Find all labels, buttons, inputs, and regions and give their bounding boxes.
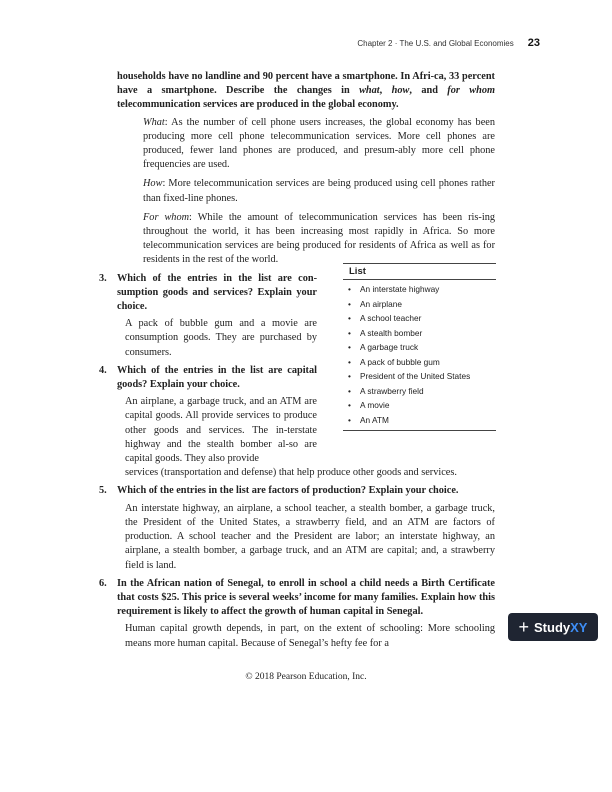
badge-label-xy: XY bbox=[570, 619, 588, 635]
plus-icon: + bbox=[518, 616, 530, 637]
list-item: • A pack of bubble gum bbox=[348, 356, 440, 367]
answer-4-part1: An airplane, a garbage truck, and an ATM are capital goods. All provide services to produce other goods and services. The in-terstate highway and the stealth bomber al-so are capital goods. They also provide bbox=[125, 396, 317, 465]
list-item: • President of the United States bbox=[348, 371, 471, 382]
badge-label-study: Study bbox=[534, 619, 571, 635]
question-5-text: Which of the entries in the list are factors of production? Explain your choice. bbox=[117, 485, 459, 497]
running-title: Chapter 2 · The U.S. and Global Economies bbox=[357, 39, 514, 48]
answer-4-part2: services (transportation and defense) that help produce other goods and services. bbox=[125, 467, 457, 479]
list-item: • A strawberry field bbox=[348, 385, 424, 396]
list-item: • A school teacher bbox=[348, 313, 422, 324]
question-6: 6. In the African nation of Senegal, to enroll in school a child needs a Birth Certificate that costs $25. This price is several weeks’ income for many families. Explain how this requirement is likely to affect the growth of human capital in Senegal. Human capital growth depends, in part, on the extent of schooling: More schooling means more human capital. Because of Senegal’s hefty fee for a bbox=[117, 577, 495, 651]
running-header bbox=[357, 37, 540, 49]
question-5: 5. Which of the entries in the list are factors of production? Explain your choice. An interstate highway, an airplane, a school teacher, a stealth bomber, a garbage truck, the President of the United States, a strawberry field, and an ATM are factors of production. A school teacher and the President are labor; an interstate highway, an airplane, a stealth bomber, a garbage truck, and an ATM are capital; and, a strawberry field is land. bbox=[117, 484, 495, 572]
question-2-tail: households have no landline and 90 percent have a smartphone. In Afri-ca, 33 percent have a smartphone. Describe the changes in what, how, and for whom telecommunication services are produced in the global economy. bbox=[117, 71, 496, 111]
list-item: • An airplane bbox=[348, 298, 402, 309]
question-4: 4. Which of the entries in the list are capital goods? Explain your choice. An airplane, a garbage truck, and an ATM are capital goods. All provide services to produce other goods and services. The in-terstate highway and the stealth bomber al-so are capital goods. They also provide services (transportation and defense) that help produce other goods and services. bbox=[117, 364, 495, 481]
answer-what: What: As the number of cell phone users increases, the global economy has been producing more cell phone telecommunication services. More cell phones are produced, fewer land phones are produced, and presum-ably more cell phone frequencies are used. bbox=[143, 116, 495, 171]
answer-for-whom: For whom: While the amount of telecommunication services has been ris-ing throughout the world, it has been increasing most rapidly in Africa. So more telecommunication services are being produced for residents of Africa as well as for residents in the rest of the world. bbox=[143, 211, 495, 266]
list-items bbox=[343, 282, 496, 427]
list-box bbox=[343, 263, 496, 431]
list-item: • A garbage truck bbox=[348, 342, 419, 353]
question-6-text: In the African nation of Senegal, to enroll in school a child needs a Birth Certificate that costs $25. This price is several weeks’ income for many families. Explain how this requirement is likely to affect the growth of human capital in Senegal. bbox=[117, 577, 495, 618]
answer-how: How: More telecommunication services are being produced using cell phones rather than fixed-line phones. bbox=[143, 178, 495, 204]
list-title: List bbox=[343, 264, 496, 280]
question-3-text: Which of the entries in the list are con-sumption goods and services? Explain your choice. bbox=[117, 272, 317, 313]
answer-6: Human capital growth depends, in part, on the extent of schooling: More schooling means more human capital. Because of Senegal’s hefty fee for a bbox=[125, 623, 495, 649]
answer-5: An interstate highway, an airplane, a school teacher, a stealth bomber, a garbage truck, the President of the United States, a strawberry field, and an ATM are factors of production. A school teacher and the President are labor; an interstate highway, an airplane, a stealth bomber, a garbage truck, and an ATM are capital; and, a strawberry field is land. bbox=[125, 502, 495, 571]
answer-3: A pack of bubble gum and a movie are consumption goods. They are purchased by consumers. bbox=[125, 318, 317, 358]
question-4-text: Which of the entries in the list are capital goods? Explain your choice. bbox=[117, 364, 317, 391]
list-item: • A movie bbox=[348, 400, 390, 411]
list-item: • An interstate highway bbox=[348, 284, 440, 294]
studyxy-badge[interactable] bbox=[508, 613, 598, 641]
question-3: 3. Which of the entries in the list are con-sumption goods and services? Explain your choice. A pack of bubble gum and a movie are consumption goods. They are purchased by consumers. bbox=[117, 272, 495, 360]
list-item: • A stealth bomber bbox=[348, 327, 423, 338]
page-number: 23 bbox=[527, 37, 540, 49]
copyright-footer: © 2018 Pearson Education, Inc. bbox=[245, 672, 367, 682]
list-item: • An ATM bbox=[348, 414, 389, 425]
